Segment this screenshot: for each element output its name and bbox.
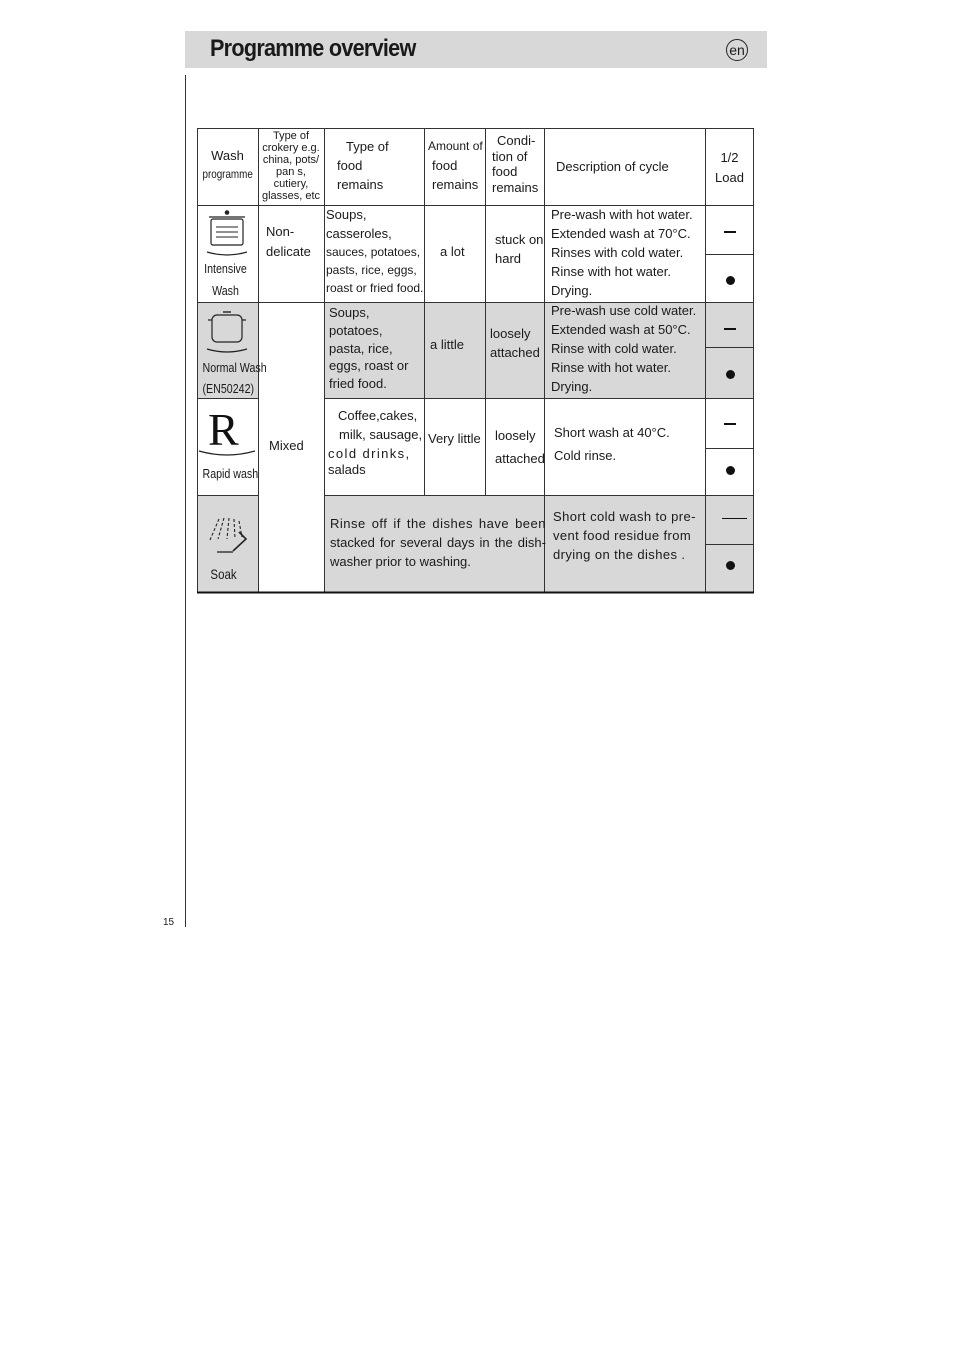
normal-condition: loosely attached <box>490 326 540 360</box>
programme-normal-wash: Normal Wash (EN50242) <box>202 360 267 396</box>
dot-icon <box>726 370 735 379</box>
crockery-mixed: Mixed <box>269 438 304 453</box>
header-food-type: Type of food remains <box>337 139 389 192</box>
rapid-food-type: Coffee,cakes, milk, sausage, cold drinks, salads <box>328 408 423 477</box>
dash-icon <box>722 518 747 519</box>
page-title: Programme overview <box>210 35 416 62</box>
header-condition: Condi- tion of food remains <box>492 133 539 195</box>
pot-icon <box>203 307 253 357</box>
rapid-description: Short wash at 40°C. Cold rinse. <box>554 425 670 463</box>
dash-icon <box>724 231 736 233</box>
normal-description: Pre-wash use cold water. Extended wash at 50°C. Rinse with cold water. Rinse with hot water. Drying. <box>551 303 697 394</box>
page-number: 15 <box>163 917 175 928</box>
header-crockery-type: Type of crokery e.g. china, pots/ pan s, cutiery, glasses, etc <box>261 130 321 202</box>
intensive-food-type: Soups, casseroles, sauces, potatoes, pasts, rice, eggs, roast or fried food. <box>326 207 424 295</box>
dot-icon <box>726 561 735 570</box>
margin-rule <box>185 75 186 927</box>
normal-amount: a little <box>430 337 464 352</box>
rapid-amount: Very little <box>428 431 481 446</box>
programme-intensive-wash: Intensive Wash <box>204 261 247 298</box>
intensive-condition: stuck on hard <box>495 232 544 266</box>
header-amount: Amount of food remains <box>428 139 483 192</box>
programme-table <box>197 128 754 593</box>
rapid-condition: loosely attached <box>495 428 545 466</box>
intensive-amount: a lot <box>440 244 465 259</box>
header-bar <box>185 31 767 68</box>
dot-icon <box>726 466 735 475</box>
header-description: Description of cycle <box>556 159 669 174</box>
shade-normal-load <box>705 303 754 398</box>
crockery-non-delicate: Non- delicate <box>266 224 311 259</box>
programme-soak: Soak <box>210 566 237 582</box>
soak-note: Rinse off if the dishes have been stacked for several days in the dish- washer prior to washing. <box>330 516 546 569</box>
soak-description: Short cold wash to pre- vent food residue from drying on the dishes . <box>553 509 696 562</box>
dot-icon <box>726 276 735 285</box>
dash-icon <box>724 423 736 425</box>
programme-rapid-wash: Rapid wash <box>202 466 259 481</box>
pot-with-lid-icon <box>203 208 253 258</box>
language-badge: en <box>726 39 748 61</box>
rapid-r-icon: R <box>197 403 258 459</box>
spray-icon <box>203 516 253 558</box>
normal-food-type: Soups, potatoes, pasta, rice, eggs, roast or fried food. <box>329 305 409 392</box>
header-wash-programme: Wash programme <box>202 148 253 181</box>
dash-icon <box>724 328 736 330</box>
intensive-description: Pre-wash with hot water. Extended wash at 70°C. Rinses with cold water. Rinse with hot water. Drying. <box>551 207 693 298</box>
header-half-load: 1/2 Load <box>715 150 744 185</box>
